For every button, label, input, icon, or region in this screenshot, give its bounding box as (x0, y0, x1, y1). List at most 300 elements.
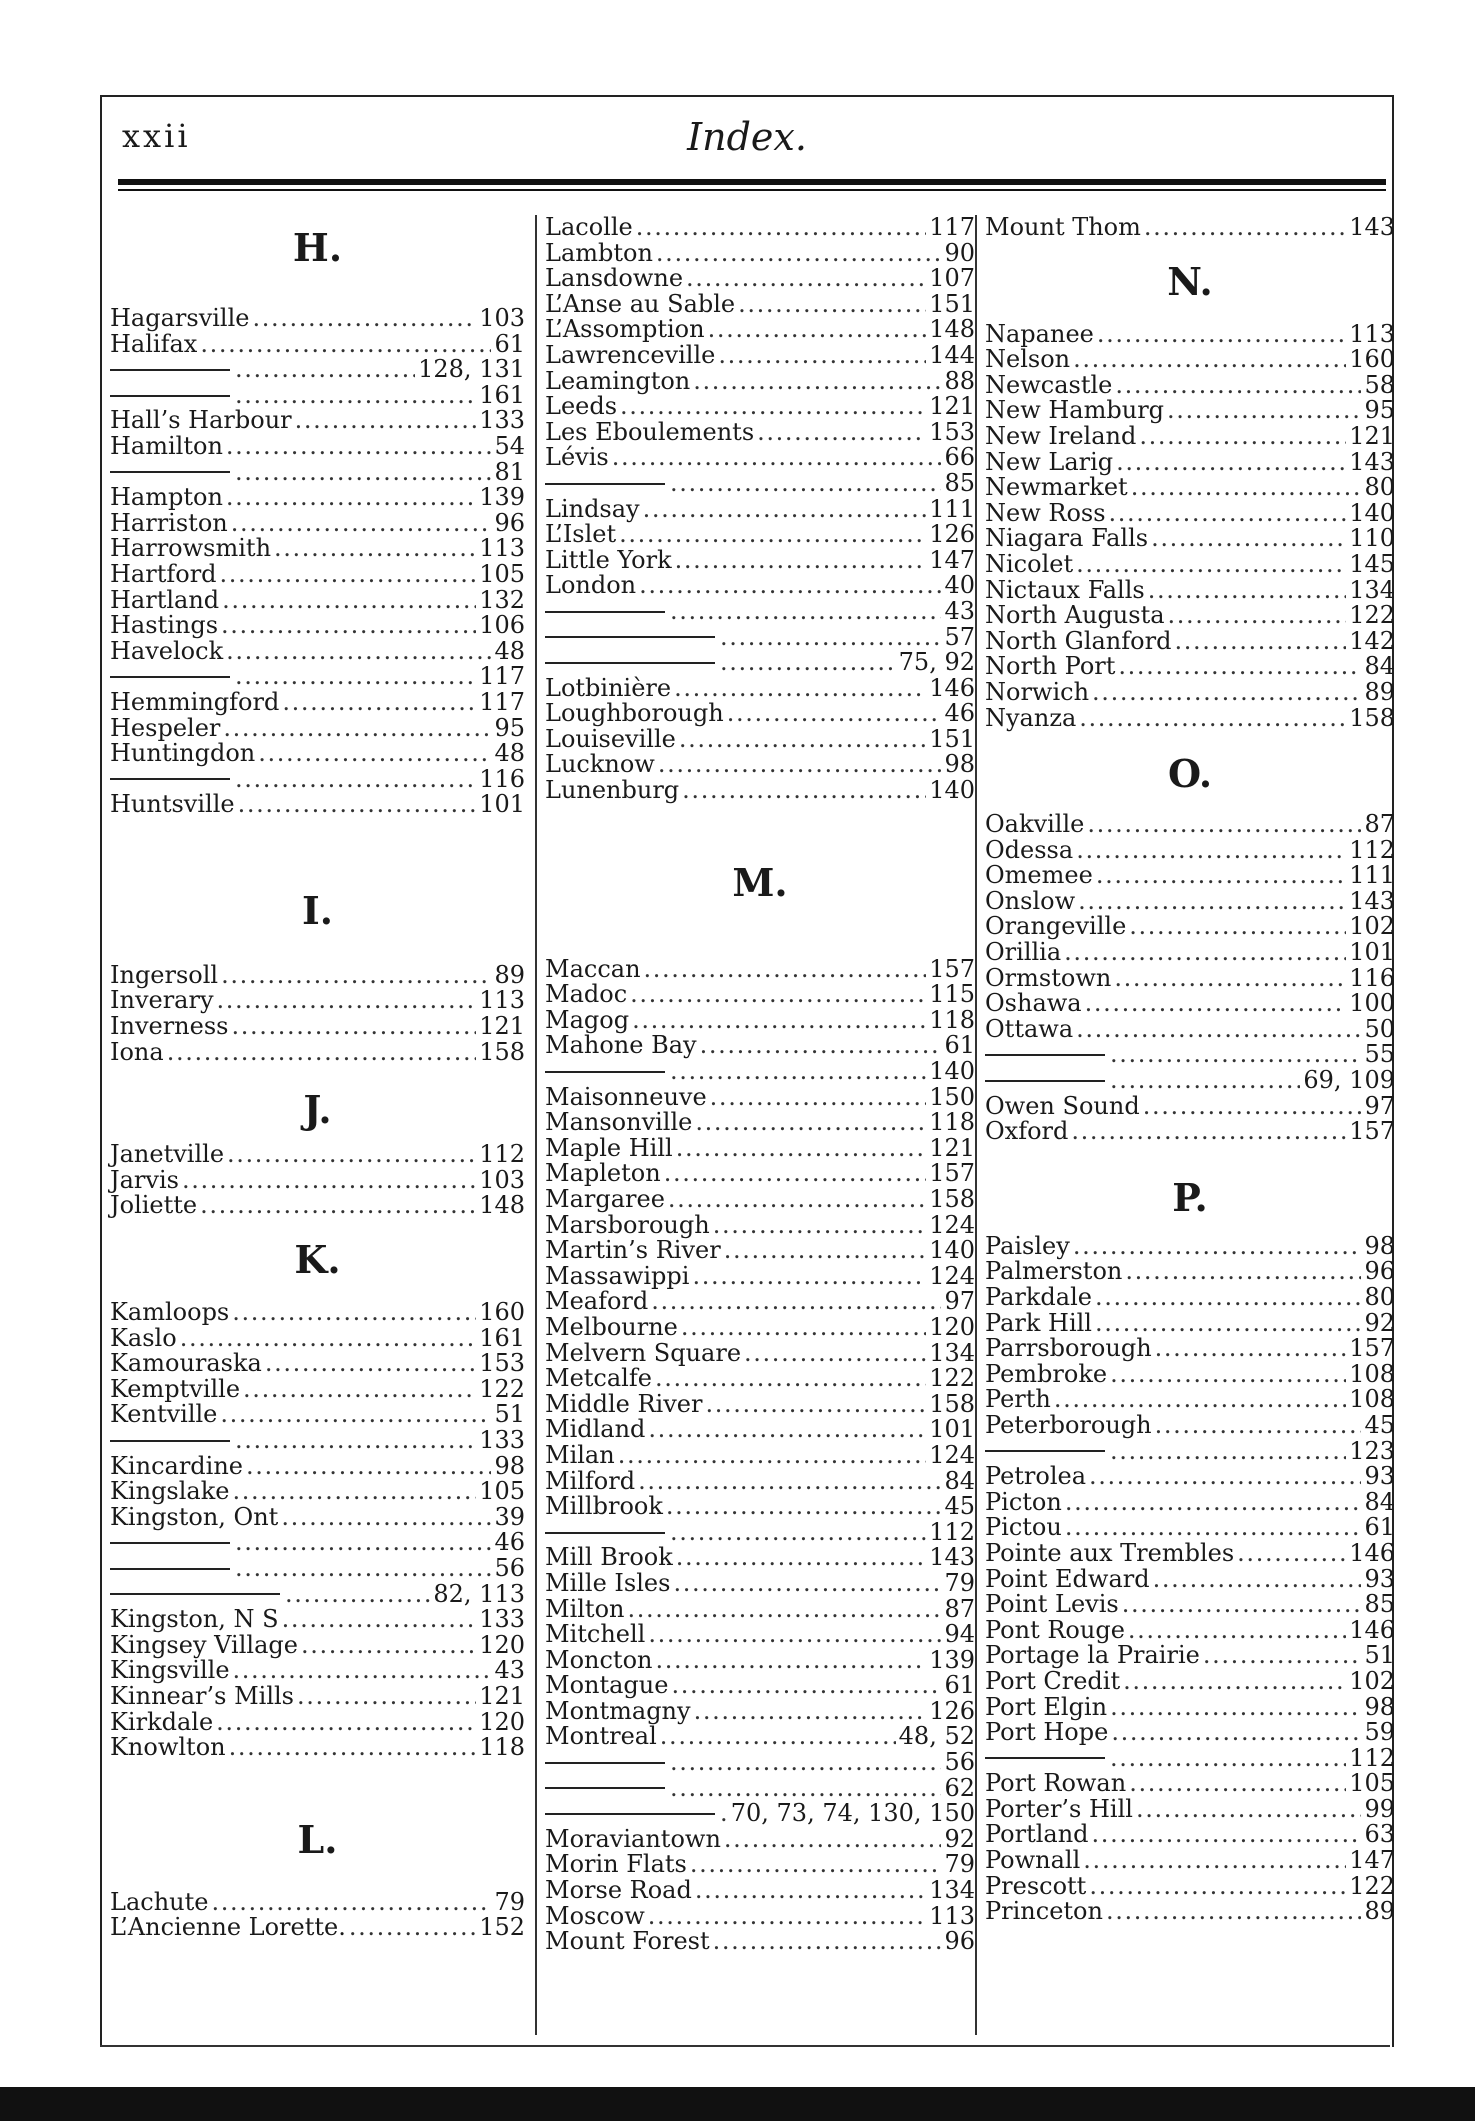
entry-page-ref: 51 (494, 1400, 525, 1429)
index-entry (545, 1852, 975, 1878)
index-entry (985, 498, 1395, 527)
entry-page-ref: 132 (479, 585, 525, 614)
entry-page-ref: 143 (1349, 213, 1395, 241)
entry-page-ref: 134 (929, 1338, 975, 1367)
ditto-dash (110, 1593, 280, 1595)
index-column-1 (110, 215, 525, 2035)
entry-page-ref: 112 (1349, 1743, 1395, 1772)
entry-page-ref: 43 (494, 1656, 525, 1685)
leader-dots (1076, 838, 1346, 864)
leader-dots (670, 1750, 941, 1776)
leader-dots (695, 1110, 926, 1136)
index-entry (110, 1530, 525, 1556)
index-entry (545, 545, 975, 574)
leader-dots (673, 1571, 941, 1597)
index-entry (545, 954, 975, 983)
leader-dots (655, 1648, 926, 1674)
index-entry (985, 1871, 1395, 1900)
leader-dots (620, 394, 926, 420)
entry-page-ref: 85 (1364, 1590, 1395, 1619)
index-entry (545, 650, 975, 676)
leader-dots (200, 1193, 476, 1219)
entry-name: Hamilton (110, 431, 223, 460)
index-entry (110, 764, 525, 793)
entry-name: Mansonville (545, 1108, 693, 1137)
entry-page-ref: 48 (494, 636, 525, 665)
index-entry (985, 914, 1395, 940)
entry-name: Lansdowne (545, 264, 684, 293)
index-entry (110, 636, 525, 665)
entry-page-ref: 89 (1364, 677, 1395, 706)
index-entry (545, 1824, 975, 1853)
leader-dots (686, 266, 926, 292)
entry-page-ref: 118 (479, 1733, 525, 1762)
index-entry (985, 347, 1395, 373)
section-letter: L. (297, 1816, 338, 1862)
index-entry (985, 549, 1395, 578)
leader-dots (720, 650, 896, 676)
entry-name: Knowlton (110, 1733, 226, 1762)
entry-page-ref: 116 (479, 764, 525, 793)
entry-page-ref: 126 (929, 520, 975, 549)
entry-page-ref: 139 (929, 1645, 975, 1674)
entry-page-ref: 97 (944, 1287, 975, 1316)
entry-page-ref: 153 (479, 1349, 525, 1378)
leader-dots (648, 1622, 941, 1648)
entry-page-ref: 54 (494, 431, 525, 460)
entry-page-ref: 160 (479, 1298, 525, 1327)
entry-name: Moncton (545, 1645, 653, 1674)
entry-page-ref: 147 (929, 545, 975, 574)
index-entry (545, 468, 975, 497)
index-entry (545, 1059, 975, 1085)
leader-dots (627, 1597, 941, 1623)
ditto-dash (545, 1071, 665, 1073)
entry-page-ref: 96 (494, 508, 525, 537)
entry-page-ref: 161 (479, 380, 525, 409)
entry-page-ref: 113 (1349, 319, 1395, 348)
entry-page-ref: 94 (944, 1620, 975, 1649)
index-entry (110, 585, 525, 614)
leader-dots (651, 1289, 941, 1315)
leader-dots (675, 548, 927, 574)
index-entry (985, 1014, 1395, 1043)
entry-name: Pointe aux Trembles (985, 1538, 1235, 1567)
index-entry (110, 1735, 525, 1761)
entry-page-ref: 108 (1349, 1359, 1395, 1388)
index-entry (110, 1165, 525, 1194)
leader-dots (658, 752, 942, 778)
index-entry (985, 835, 1395, 864)
leader-dots (1139, 424, 1346, 450)
index-entry (985, 1259, 1395, 1285)
leader-dots (1110, 1042, 1361, 1068)
leader-dots (1109, 501, 1347, 527)
index-entry (110, 1502, 525, 1531)
leader-dots (1076, 552, 1346, 578)
entry-name: Hagarsville (110, 304, 250, 332)
index-entry (985, 1794, 1395, 1823)
entry-name: Joliette (110, 1191, 198, 1220)
leader-dots (1155, 1413, 1362, 1439)
index-entry (110, 1658, 525, 1684)
index-entry (985, 1643, 1395, 1669)
entry-page-ref: 146 (1349, 1538, 1395, 1567)
leader-dots (1111, 1720, 1361, 1746)
entry-page-ref: 101 (479, 790, 525, 819)
entry-name: Nictaux Falls (985, 575, 1145, 604)
leader-dots (720, 625, 941, 651)
entry-name: Millbrook (545, 1492, 663, 1521)
leader-dots (757, 420, 926, 446)
entry-name: Kinnear’s Mills (110, 1681, 294, 1710)
leader-dots (167, 1040, 476, 1066)
entry-page-ref: 157 (929, 954, 975, 983)
entry-page-ref: 140 (929, 1236, 975, 1265)
index-entry (985, 475, 1395, 501)
leader-dots (720, 1801, 728, 1827)
index-entry (110, 1014, 525, 1040)
entry-page-ref: 120 (929, 1312, 975, 1341)
index-entry (110, 1351, 525, 1377)
index-entry (545, 1289, 975, 1315)
entry-page-ref: 99 (1364, 1794, 1395, 1823)
leader-dots (1065, 1515, 1362, 1541)
entry-name: Martin’s River (545, 1236, 721, 1265)
ditto-dash (110, 1440, 230, 1442)
leader-dots (668, 1187, 926, 1213)
entry-page-ref: 117 (479, 662, 525, 691)
leader-dots (632, 1008, 926, 1034)
leader-dots (681, 1315, 926, 1341)
leader-dots (1128, 1618, 1346, 1644)
entry-page-ref: 143 (929, 1543, 975, 1572)
entry-page-ref: 92 (944, 1824, 975, 1853)
index-entry (545, 417, 975, 446)
index-entry (545, 1673, 975, 1699)
entry-page-ref: 48, 52 (898, 1722, 975, 1751)
entry-name: Kaslo (110, 1323, 177, 1352)
leader-dots (246, 1454, 491, 1480)
index-entry (985, 1899, 1395, 1925)
index-entry (545, 1238, 975, 1264)
index-entry (545, 701, 975, 727)
index-entry (985, 963, 1395, 992)
index-entry (545, 1261, 975, 1290)
entry-name: Leeds (545, 392, 618, 421)
entry-name: L’Assomption (545, 315, 705, 344)
entry-name: Kingsville (110, 1656, 230, 1685)
entry-page-ref: 157 (1349, 1334, 1395, 1363)
entry-page-ref: 103 (479, 304, 525, 332)
section-letter: M. (732, 859, 788, 905)
entry-page-ref: 88 (944, 366, 975, 395)
leader-dots (235, 383, 476, 409)
leader-dots (282, 1607, 477, 1633)
section-letter: I. (301, 887, 333, 933)
entry-page-ref: 98 (944, 750, 975, 779)
index-entry (545, 1517, 975, 1546)
index-entry (985, 1091, 1395, 1120)
index-page (100, 95, 1394, 2047)
entry-name: Kingston, N S (110, 1605, 279, 1634)
index-entry (545, 1466, 975, 1495)
leader-dots (220, 1402, 491, 1428)
header-rule-thin (118, 189, 1386, 191)
leader-dots (1174, 629, 1346, 655)
leader-dots (682, 778, 926, 804)
entry-page-ref: 108 (1349, 1385, 1395, 1414)
entry-page-ref: 121 (929, 392, 975, 421)
leader-dots (221, 613, 476, 639)
entry-page-ref: 110 (1349, 524, 1395, 553)
index-entry (545, 1110, 975, 1136)
entry-name: Pembroke (985, 1359, 1108, 1388)
entry-page-ref: 62 (944, 1773, 975, 1802)
page-bottom-edge (0, 2087, 1475, 2121)
leader-dots (648, 1904, 926, 1930)
entry-name: Iona (110, 1037, 164, 1066)
index-entry (985, 319, 1395, 348)
index-entry (985, 812, 1395, 838)
entry-name: Leamington (545, 366, 691, 395)
leader-dots (693, 369, 941, 395)
index-entry (110, 1681, 525, 1710)
entry-name: Ingersoll (110, 960, 219, 989)
index-entry (545, 1133, 975, 1162)
leader-dots (1078, 889, 1346, 915)
index-entry (110, 687, 525, 716)
entry-name: Jarvis (110, 1165, 179, 1194)
page-header (102, 97, 1392, 182)
leader-dots (1148, 578, 1346, 604)
index-entry (110, 960, 525, 989)
leader-dots (1106, 1899, 1362, 1925)
leader-dots (1065, 1490, 1362, 1516)
entry-page-ref: 90 (944, 238, 975, 267)
entry-page-ref: 107 (929, 264, 975, 293)
leader-dots (666, 1494, 942, 1520)
entry-page-ref: 158 (479, 1037, 525, 1066)
index-entry (110, 329, 525, 358)
index-entry (985, 1119, 1395, 1145)
entry-name: Halifax (110, 329, 198, 358)
index-entry (985, 575, 1395, 604)
index-entry (110, 1607, 525, 1633)
entry-name: Palmerston (985, 1257, 1123, 1286)
ditto-dash (985, 1054, 1105, 1056)
entry-page-ref: 153 (929, 417, 975, 446)
entry-page-ref: 121 (1349, 421, 1395, 450)
entry-name: Melbourne (545, 1312, 678, 1341)
entry-page-ref: 84 (1364, 652, 1395, 681)
entry-page-ref: 105 (1349, 1769, 1395, 1798)
leader-dots (664, 1161, 927, 1187)
index-entry (110, 713, 525, 742)
index-entry (985, 398, 1395, 424)
index-section (985, 751, 1395, 1145)
entry-page-ref: 134 (1349, 575, 1395, 604)
ditto-dash (110, 676, 230, 678)
entry-page-ref: 85 (944, 468, 975, 497)
index-column-3 (975, 215, 1395, 2035)
entry-name: New Ross (985, 498, 1106, 527)
entry-name: Kamouraska (110, 1349, 262, 1378)
entry-page-ref: 63 (1364, 1820, 1395, 1849)
index-entry (545, 778, 975, 804)
entry-page-ref: 46 (494, 1528, 525, 1557)
leader-dots (1167, 398, 1361, 424)
entry-page-ref: 95 (494, 713, 525, 742)
index-entry (110, 1630, 525, 1659)
index-entry (985, 603, 1395, 629)
leader-dots (744, 1341, 926, 1367)
leader-dots (1155, 1336, 1347, 1362)
entry-page-ref: 124 (929, 1261, 975, 1290)
entry-name: Port Hope (985, 1718, 1109, 1747)
index-entry (545, 1929, 975, 1955)
index-entry (985, 1387, 1395, 1413)
ditto-dash (110, 395, 230, 397)
index-entry (985, 1822, 1395, 1848)
entry-name: Mill Brook (545, 1543, 673, 1572)
entry-name: Omemee (985, 861, 1093, 890)
entry-page-ref: 79 (494, 1887, 525, 1916)
entry-page-ref: 100 (1349, 989, 1395, 1018)
ditto-dash (985, 1080, 1105, 1082)
entry-page-ref: 61 (494, 329, 525, 358)
index-entry (545, 1187, 975, 1213)
index-entry (545, 317, 975, 343)
entry-page-ref: 123 (1349, 1436, 1395, 1465)
entry-name: Morin Flats (545, 1850, 687, 1879)
leader-dots (1115, 373, 1361, 399)
entry-name: Kamloops (110, 1298, 230, 1327)
entry-name: Inverary (110, 986, 214, 1015)
index-entry (545, 1005, 975, 1034)
entry-page-ref: 140 (1349, 498, 1395, 527)
leader-dots (216, 1710, 476, 1736)
entry-name: Marsborough (545, 1210, 710, 1239)
entry-name: Kentville (110, 1400, 218, 1429)
section-letter: N. (1167, 258, 1213, 304)
entry-page-ref: 161 (479, 1323, 525, 1352)
entry-name: Mille Isles (545, 1568, 671, 1597)
index-entry (545, 1801, 975, 1827)
entry-name: Point Edward (985, 1564, 1150, 1593)
entry-page-ref: 50 (1364, 1014, 1395, 1043)
entry-name: Point Levis (985, 1590, 1119, 1619)
entry-page-ref: 112 (929, 1517, 975, 1546)
leader-dots (727, 701, 942, 727)
index-entry (545, 394, 975, 420)
section-letter: K. (294, 1237, 341, 1283)
leader-dots (349, 1915, 476, 1941)
entry-name: Ormstown (985, 963, 1112, 992)
entry-name: New Ireland (985, 421, 1137, 450)
entry-name: Paisley (985, 1231, 1070, 1260)
ditto-dash (545, 662, 715, 664)
entry-page-ref: 133 (479, 406, 525, 435)
entry-name: Perth (985, 1385, 1051, 1414)
entry-name: L’Ancienne Lorette. (110, 1913, 346, 1942)
entry-name: Kemptville (110, 1374, 241, 1403)
entry-name: Massawippi (545, 1261, 690, 1290)
entry-name: Lindsay (545, 494, 640, 523)
entry-page-ref: 113 (479, 534, 525, 563)
index-entry (985, 1771, 1395, 1797)
leader-dots (1110, 1068, 1300, 1094)
entry-name: Newcastle (985, 370, 1113, 399)
entry-name: Maisonneuve (545, 1082, 707, 1111)
leader-dots (1083, 1848, 1346, 1874)
entry-page-ref: 101 (1349, 938, 1395, 967)
entry-name: Kingslake (110, 1477, 230, 1506)
entry-name: Picton (985, 1487, 1062, 1516)
header-rule-thick (118, 179, 1386, 185)
index-entry (110, 1579, 525, 1608)
index-entry (985, 1436, 1395, 1465)
index-entry (545, 266, 975, 292)
leader-dots (674, 676, 926, 702)
index-section (110, 1817, 525, 1941)
entry-page-ref: 102 (1349, 912, 1395, 941)
entry-name: Mount Forest (545, 1927, 710, 1956)
entry-page-ref: 143 (1349, 886, 1395, 915)
entry-name: Lawrenceville (545, 340, 716, 369)
leader-dots (694, 1699, 927, 1725)
entry-page-ref: 147 (1349, 1846, 1395, 1875)
page-number: xxii (122, 117, 191, 155)
leader-dots (636, 215, 926, 241)
entry-name: Mount Thom (985, 213, 1141, 241)
index-entry (545, 1389, 975, 1418)
entry-name: Middle River (545, 1389, 703, 1418)
ditto-dash (110, 369, 230, 371)
entry-page-ref: 121 (479, 1012, 525, 1041)
entry-page-ref: 146 (929, 673, 975, 702)
index-entry (110, 408, 525, 434)
entry-name: New Larig (985, 447, 1114, 476)
ditto-dash (110, 778, 230, 780)
leader-dots (738, 292, 926, 318)
section-letter: P. (1172, 1174, 1208, 1220)
ditto-dash (545, 611, 665, 613)
leader-dots (1129, 914, 1346, 940)
entry-page-ref: 113 (479, 986, 525, 1015)
entry-name: Huntingdon (110, 739, 256, 768)
leader-dots (619, 522, 926, 548)
entry-page-ref: 103 (479, 1165, 525, 1194)
entry-page-ref: 105 (479, 559, 525, 588)
leader-dots (222, 588, 476, 614)
index-entry (545, 215, 975, 241)
leader-dots (1237, 1541, 1346, 1567)
entry-name: Parkdale (985, 1283, 1092, 1311)
entry-page-ref: 51 (1364, 1641, 1395, 1670)
entry-page-ref: 40 (944, 571, 975, 600)
index-entry (110, 741, 525, 767)
index-entry (110, 380, 525, 409)
entry-page-ref: 158 (929, 1389, 975, 1418)
leader-dots (618, 1443, 926, 1469)
leader-dots (220, 562, 477, 588)
entry-name: Lachute (110, 1887, 209, 1916)
entry-name: Ottawa (985, 1014, 1074, 1043)
entry-name: Magog (545, 1005, 630, 1034)
leader-dots (713, 1213, 927, 1239)
entry-page-ref: 144 (929, 340, 975, 369)
